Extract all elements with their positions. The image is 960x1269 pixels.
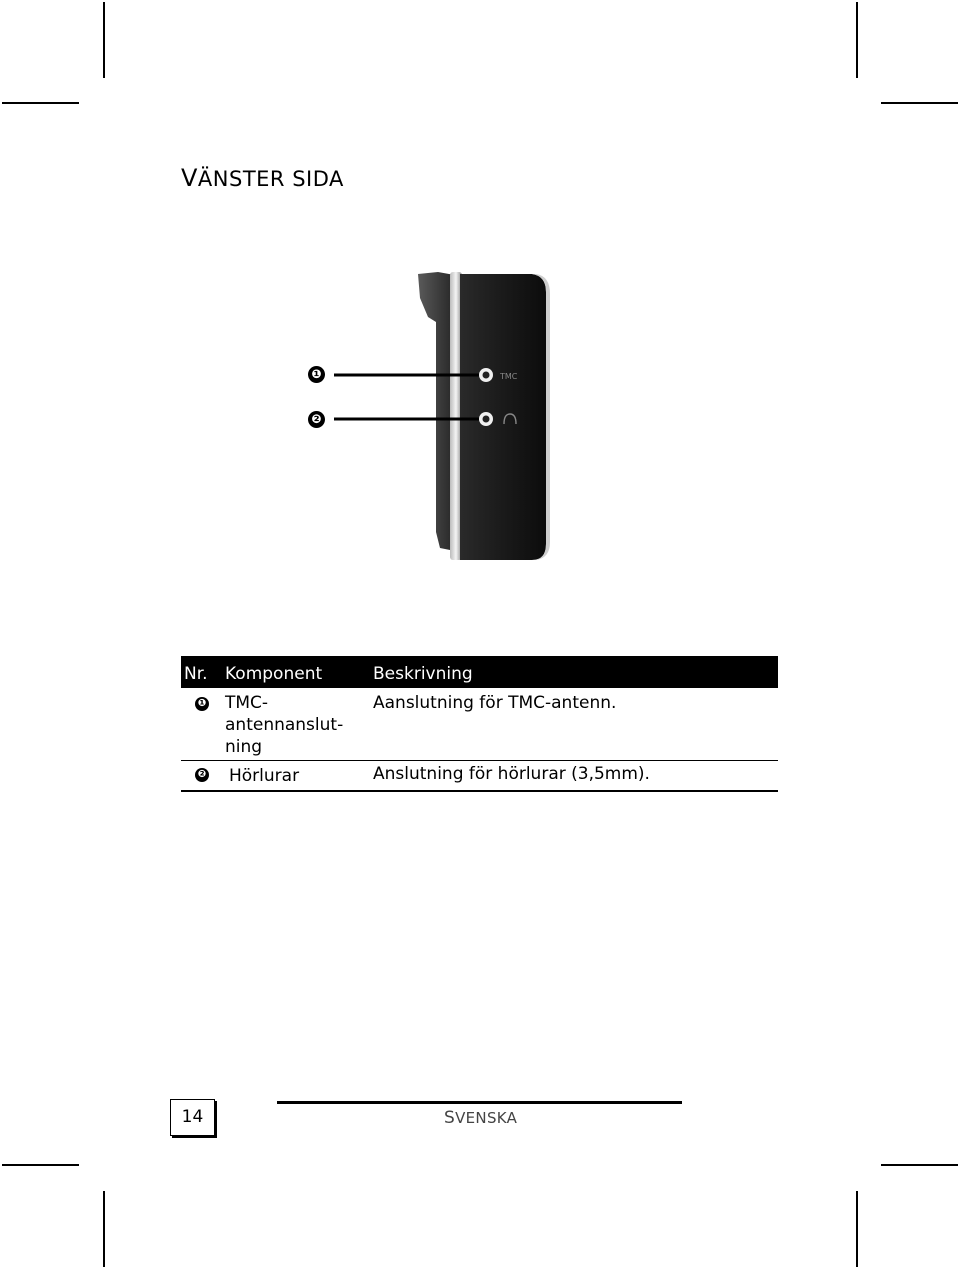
crop-mark (103, 2, 105, 78)
komponent-line: ning (225, 737, 263, 757)
table-row-2-nr: ❷ (195, 768, 209, 782)
crop-mark (856, 2, 858, 78)
komponent-line: TMC- (225, 693, 269, 713)
table-row-1-beskrivning: Aanslutning för TMC-antenn. (373, 693, 617, 713)
device-side-illustration (300, 262, 560, 562)
footer-rule (277, 1101, 682, 1104)
crop-mark (881, 102, 958, 104)
section-heading-rest: ÄNSTER SIDA (197, 167, 344, 191)
section-heading-initial: V (181, 164, 198, 192)
header-beskrivning: Beskrivning (373, 664, 473, 684)
device-body (460, 274, 546, 560)
callout-marker-2: ❷ (308, 411, 325, 428)
section-heading (181, 164, 344, 192)
callout-marker-1: ❶ (308, 366, 325, 383)
row-divider (181, 760, 778, 761)
crop-mark (103, 1191, 105, 1267)
page-number: 14 (170, 1099, 215, 1136)
crop-mark (2, 1164, 79, 1166)
crop-mark (856, 1191, 858, 1267)
header-komponent: Komponent (225, 664, 323, 684)
header-nr: Nr. (184, 664, 208, 684)
table-row-1-nr: ❶ (195, 697, 209, 711)
crop-mark (2, 102, 79, 104)
table-row-2-komponent (229, 765, 299, 787)
table-row-1-komponent (225, 692, 343, 758)
table-header-row (181, 656, 778, 688)
crop-mark (881, 1164, 958, 1166)
footer-language-rest: VENSKA (455, 1109, 518, 1127)
tmc-port-label: TMC (500, 372, 518, 381)
komponent-line: Hörlurar (229, 766, 300, 786)
footer-language-initial: S (444, 1108, 456, 1128)
komponent-line: antennanslut- (225, 715, 344, 735)
table-bottom-rule (181, 790, 778, 792)
footer-language (444, 1108, 517, 1128)
device-side-view (300, 262, 560, 562)
table-row-2-beskrivning: Anslutning för hörlurar (3,5mm). (373, 764, 650, 784)
